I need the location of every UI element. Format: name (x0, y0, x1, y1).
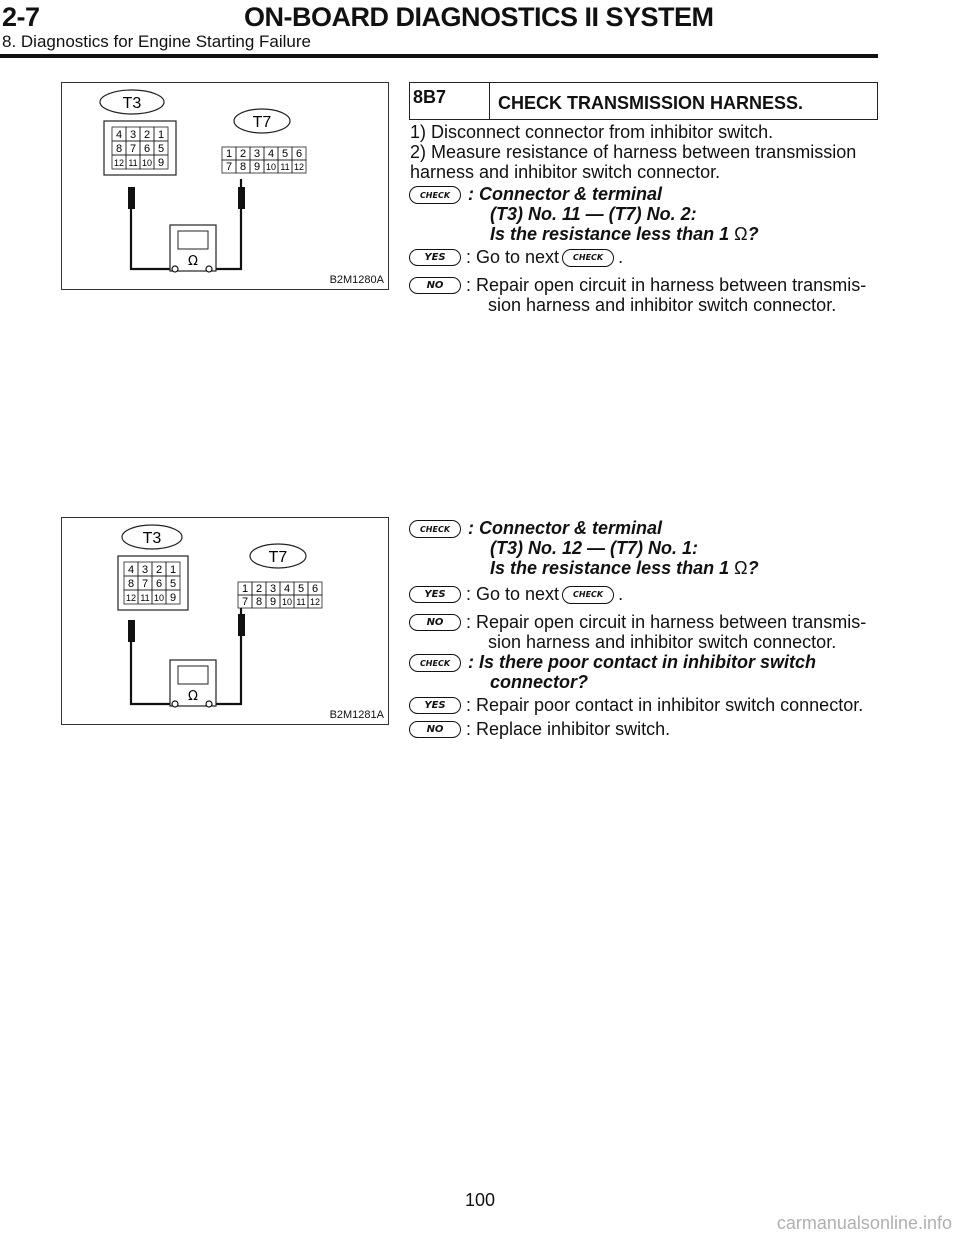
watermark: carmanualsonline.info (776, 1213, 952, 1233)
t3-probe (128, 620, 135, 642)
t7-pin-number: 11 (296, 597, 306, 607)
figure-harness-diagram-1 (61, 82, 389, 290)
no-icon: NO (409, 721, 461, 738)
ohm-symbol: Ω (734, 558, 748, 578)
t3-pin-number: 3 (129, 129, 137, 141)
t7-pin-number: 1 (241, 583, 249, 595)
check1-line3-wrap (468, 224, 759, 244)
t3-pin-number: 7 (141, 578, 149, 590)
t3-pin-number: 7 (129, 143, 137, 155)
check1-question (468, 184, 759, 244)
instruction-1: 1) Disconnect connector from inhibitor switch. (410, 122, 774, 142)
step-header-box (409, 82, 878, 120)
check-icon: CHECK (409, 520, 461, 538)
t3-probe (128, 187, 135, 209)
check2-line3-end: ? (747, 558, 759, 578)
check1-line2: (T3) No. 11 — (T7) No. 2: (490, 204, 697, 224)
t3-pin-number: 1 (169, 564, 177, 576)
t3-pin-number: 9 (169, 592, 177, 604)
t7-pin-number: 12 (293, 162, 305, 172)
t7-pin-number: 2 (239, 148, 247, 160)
t3-pin-number: 5 (157, 143, 165, 155)
ohmmeter-terminal-right (206, 266, 212, 272)
t3-pin-number: 8 (127, 578, 135, 590)
t7-pin-number: 5 (297, 583, 305, 595)
connector-diagram-2 (62, 518, 388, 724)
figure-code: B2M1280A (329, 274, 384, 286)
t7-pin-number: 5 (281, 148, 289, 160)
check3-yes-answer: : Repair poor contact in inhibitor switch connector. (466, 695, 864, 715)
check2-line3-wrap (468, 558, 759, 578)
check1-line3: Is the resistance less than 1 (490, 224, 730, 244)
check2-no-a: : Repair open circuit in harness between transmis- (466, 612, 867, 632)
page-header (0, 0, 960, 60)
yes-icon: YES (409, 697, 461, 714)
yes-icon: YES (409, 249, 461, 266)
check1-yes-a: : Go to next (466, 247, 560, 267)
connector-diagram-1 (62, 83, 388, 289)
t3-pin-number: 3 (141, 564, 149, 576)
t7-pin-number: 10 (281, 597, 293, 607)
t3-pin-number: 11 (128, 158, 138, 168)
check1-no-answer (466, 275, 880, 315)
section-title: ON-BOARD DIAGNOSTICS II SYSTEM (244, 2, 714, 32)
check-icon: CHECK (562, 586, 614, 604)
check3-question (468, 652, 816, 692)
instruction-2a: 2) Measure resistance of harness between transmission (410, 142, 857, 162)
check2-no-answer (466, 612, 880, 652)
ohmmeter-terminal-left (172, 701, 178, 707)
t7-pin-number: 8 (239, 161, 247, 173)
t7-pin-number: 12 (309, 597, 321, 607)
t3-pin-grid (124, 562, 180, 604)
header-rule (0, 54, 878, 58)
no-icon: NO (409, 614, 461, 631)
t3-label: T3 (142, 530, 162, 547)
check-icon: CHECK (409, 654, 461, 672)
t7-pin-number: 7 (241, 596, 249, 608)
check1-no-b: sion harness and inhibitor switch connector. (488, 295, 837, 315)
t3-pin-number: 6 (155, 578, 163, 590)
t7-pin-grid (238, 582, 322, 608)
check1-no-a: : Repair open circuit in harness between transmis- (466, 275, 867, 295)
t7-pin-number: 10 (265, 162, 277, 172)
t3-pin-grid (112, 127, 168, 169)
t3-lead-wire (131, 642, 174, 704)
check1-line1: : Connector & terminal (468, 184, 663, 204)
t7-pin-number: 2 (255, 583, 263, 595)
t3-pin-number: 4 (127, 564, 135, 576)
ohmmeter-terminal-left (172, 266, 178, 272)
t7-pin-number: 9 (269, 596, 277, 608)
section-number: 2-7 (2, 2, 40, 32)
no-icon: NO (409, 277, 461, 294)
ohm-symbol: Ω (188, 689, 198, 704)
page-number: 100 (464, 1190, 496, 1210)
yes-icon: YES (409, 586, 461, 603)
ohm-symbol: Ω (188, 254, 198, 269)
check2-line2: (T3) No. 12 — (T7) No. 1: (490, 538, 699, 558)
t3-label: T3 (122, 95, 142, 112)
step-title: CHECK TRANSMISSION HARNESS. (498, 93, 804, 113)
t3-pin-number: 1 (157, 129, 165, 141)
instruction-2b: harness and inhibitor switch connector. (410, 162, 721, 182)
check2-yes-b: . (618, 584, 624, 604)
t3-label-group (122, 525, 182, 549)
t7-pin-number: 11 (280, 162, 290, 172)
t3-pin-number: 12 (125, 593, 137, 603)
t3-pin-number: 4 (115, 129, 123, 141)
t3-pin-number: 5 (169, 578, 177, 590)
t3-label-group (100, 90, 164, 114)
check-icon: CHECK (409, 186, 461, 204)
t7-pin-number: 7 (225, 161, 233, 173)
t7-pin-number: 9 (253, 161, 261, 173)
t3-pin-number: 12 (113, 158, 125, 168)
ohm-symbol: Ω (734, 224, 748, 244)
section-subtitle: 8. Diagnostics for Engine Starting Failure (2, 32, 311, 51)
t3-pin-number: 6 (143, 143, 151, 155)
t3-pin-number: 8 (115, 143, 123, 155)
check3-no-answer: : Replace inhibitor switch. (466, 719, 671, 739)
t7-pin-grid (222, 147, 306, 173)
t3-pin-number: 2 (143, 129, 151, 141)
t7-pin-number: 1 (225, 148, 233, 160)
check1-line3-end: ? (747, 224, 759, 244)
check3-line2: connector? (490, 672, 589, 692)
figure-harness-diagram-2 (61, 517, 389, 725)
t7-pin-number: 8 (255, 596, 263, 608)
check2-yes-answer (466, 584, 880, 607)
figure-code: B2M1281A (329, 709, 384, 721)
t3-pin-number: 10 (153, 593, 165, 603)
check2-line3: Is the resistance less than 1 (490, 558, 730, 578)
t3-pin-number: 9 (157, 157, 165, 169)
check2-yes-a: : Go to next (466, 584, 560, 604)
check1-yes-b: . (618, 247, 624, 267)
t7-label-group (250, 544, 306, 568)
t3-pin-number: 2 (155, 564, 163, 576)
check2-no-b: sion harness and inhibitor switch connector. (488, 632, 837, 652)
t3-lead-wire (131, 209, 174, 269)
t7-label-group (234, 109, 290, 133)
check-icon: CHECK (562, 249, 614, 267)
t7-pin-number: 4 (267, 148, 275, 160)
t7-pin-number: 3 (253, 148, 261, 160)
t7-pin-number: 6 (311, 583, 319, 595)
check3-line1: : Is there poor contact in inhibitor switch (468, 652, 817, 672)
t7-pin-number: 4 (283, 583, 291, 595)
t3-pin-number: 10 (141, 158, 153, 168)
t7-pin-number: 3 (269, 583, 277, 595)
t7-label: T7 (268, 549, 288, 566)
check2-question (468, 518, 759, 578)
ohmmeter-terminal-right (206, 701, 212, 707)
t7-pin-number: 6 (295, 148, 303, 160)
t7-label: T7 (252, 114, 272, 131)
t3-pin-number: 11 (140, 593, 150, 603)
step-code: 8B7 (410, 83, 490, 119)
check2-line1: : Connector & terminal (468, 518, 663, 538)
check1-yes-answer (466, 247, 880, 270)
